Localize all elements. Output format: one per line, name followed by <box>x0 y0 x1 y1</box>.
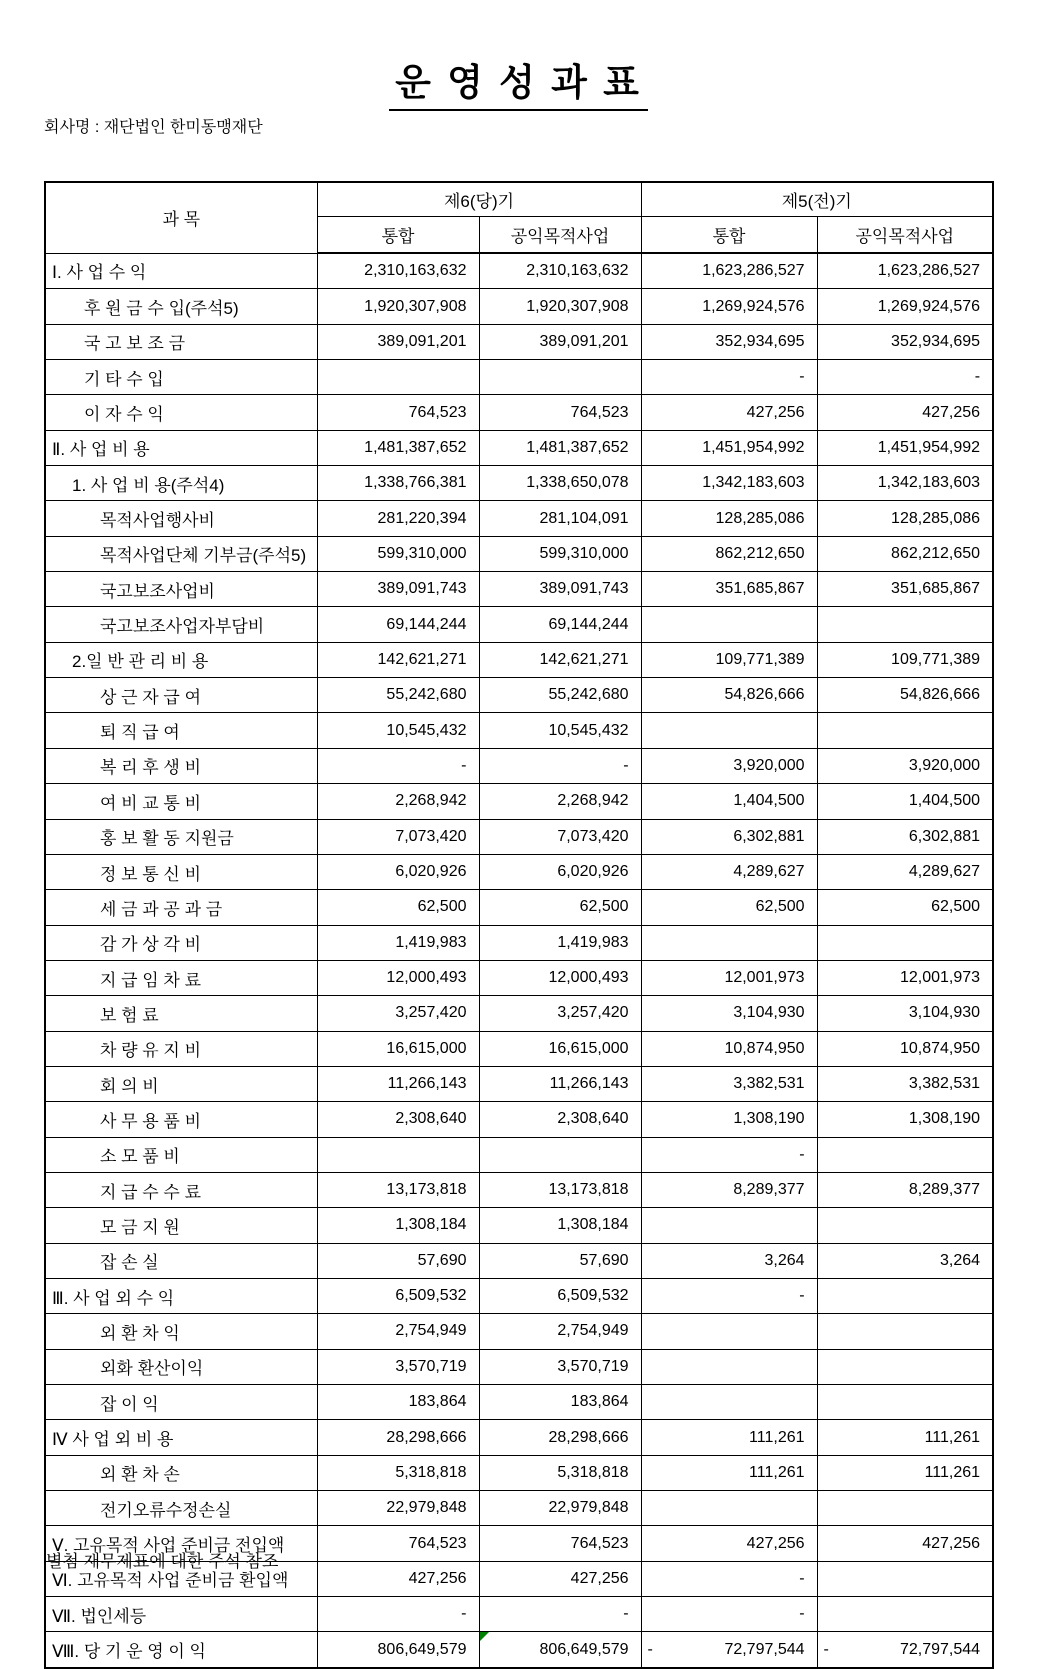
amount-cell <box>817 1561 993 1596</box>
amount-cell <box>317 360 479 395</box>
amount-cell <box>641 1385 817 1420</box>
amount-cell: 764,523 <box>479 395 641 430</box>
amount-cell: 1,404,500 <box>817 784 993 819</box>
amount-cell: 10,545,432 <box>479 713 641 748</box>
amount-cell: - <box>317 1597 479 1632</box>
amount-cell: 54,826,666 <box>641 678 817 713</box>
amount-cell <box>479 1137 641 1172</box>
amount-cell: 183,864 <box>479 1385 641 1420</box>
amount-cell <box>817 1349 993 1384</box>
account-label: 목적사업행사비 <box>45 501 317 536</box>
amount-cell: 2,308,640 <box>479 1102 641 1137</box>
amount-cell: 54,826,666 <box>817 678 993 713</box>
amount-cell: 7,073,420 <box>479 819 641 854</box>
amount-cell <box>817 1597 993 1632</box>
amount-cell: 6,302,881 <box>641 819 817 854</box>
table-row <box>45 1208 993 1243</box>
amount-cell: 1,269,924,576 <box>817 289 993 324</box>
table-row <box>45 253 993 289</box>
amount-cell <box>479 360 641 395</box>
amount-cell: 281,104,091 <box>479 501 641 536</box>
amount-cell: - <box>641 360 817 395</box>
amount-cell: 806,649,579 <box>479 1632 641 1668</box>
amount-cell: 13,173,818 <box>317 1172 479 1207</box>
amount-cell: 599,310,000 <box>317 536 479 571</box>
amount-cell: 389,091,743 <box>479 572 641 607</box>
table-row <box>45 1314 993 1349</box>
account-label: 홍 보 활 동 지원금 <box>45 819 317 854</box>
amount-cell: 28,298,666 <box>479 1420 641 1455</box>
amount-cell: - <box>641 1278 817 1313</box>
amount-cell <box>817 713 993 748</box>
amount-cell <box>641 713 817 748</box>
amount-cell: 69,144,244 <box>317 607 479 642</box>
amount-cell: 1,269,924,576 <box>641 289 817 324</box>
account-label: 감 가 상 각 비 <box>45 925 317 960</box>
amount-cell: 2,268,942 <box>317 784 479 819</box>
amount-cell: 62,500 <box>817 890 993 925</box>
table-row <box>45 642 993 677</box>
account-label: 외화 환산이익 <box>45 1349 317 1384</box>
amount-cell: 22,979,848 <box>317 1491 479 1526</box>
amount-cell: - <box>641 1137 817 1172</box>
amount-cell <box>641 607 817 642</box>
subheader-total-5: 통합 <box>641 217 817 254</box>
amount-cell: 22,979,848 <box>479 1491 641 1526</box>
period-5-header: 제5(전)기 <box>641 182 993 217</box>
amount-cell: - <box>317 748 479 783</box>
account-label: 목적사업단체 기부금(주석5) <box>45 536 317 571</box>
amount-cell: 57,690 <box>479 1243 641 1278</box>
amount-cell <box>817 1314 993 1349</box>
negative-sign: - <box>823 1640 829 1658</box>
amount-cell: 389,091,201 <box>317 324 479 359</box>
amount-cell: 1,481,387,652 <box>317 430 479 465</box>
amount-cell: 764,523 <box>317 1526 479 1561</box>
account-label: 이 자 수 익 <box>45 395 317 430</box>
amount-cell <box>817 1208 993 1243</box>
amount-cell: 1,404,500 <box>641 784 817 819</box>
amount-cell: 3,264 <box>641 1243 817 1278</box>
amount-cell: 3,104,930 <box>817 996 993 1031</box>
period-6-header: 제6(당)기 <box>317 182 641 217</box>
amount-cell: 5,318,818 <box>479 1455 641 1490</box>
amount-cell: 13,173,818 <box>479 1172 641 1207</box>
account-label: 정 보 통 신 비 <box>45 854 317 889</box>
amount-cell: 3,257,420 <box>317 996 479 1031</box>
amount-cell: 69,144,244 <box>479 607 641 642</box>
amount-cell: 10,874,950 <box>817 1031 993 1066</box>
account-label: 잡 이 익 <box>45 1385 317 1420</box>
amount-cell: 806,649,579 <box>317 1632 479 1668</box>
amount-cell: 57,690 <box>317 1243 479 1278</box>
amount-cell: 1,419,983 <box>479 925 641 960</box>
negative-sign: - <box>647 1640 653 1658</box>
amount-cell: 2,308,640 <box>317 1102 479 1137</box>
table-row <box>45 1455 993 1490</box>
table-row <box>45 748 993 783</box>
table-row <box>45 784 993 819</box>
amount-cell: 3,264 <box>817 1243 993 1278</box>
amount-cell <box>641 1349 817 1384</box>
table-row <box>45 960 993 995</box>
table-row <box>45 1066 993 1101</box>
amount-cell: 599,310,000 <box>479 536 641 571</box>
amount-cell: 2,754,949 <box>479 1314 641 1349</box>
amount-cell: 351,685,867 <box>817 572 993 607</box>
amount-cell: 11,266,143 <box>317 1066 479 1101</box>
table-row <box>45 430 993 465</box>
table-row <box>45 1491 993 1526</box>
account-label: 지 급 임 차 료 <box>45 960 317 995</box>
table-row <box>45 1349 993 1384</box>
table-row <box>45 713 993 748</box>
amount-cell: 8,289,377 <box>641 1172 817 1207</box>
amount-cell: 764,523 <box>317 395 479 430</box>
amount-cell: 4,289,627 <box>641 854 817 889</box>
subheader-total-6: 통합 <box>317 217 479 254</box>
amount-cell: 109,771,389 <box>641 642 817 677</box>
amount-cell: 55,242,680 <box>317 678 479 713</box>
amount-cell: - <box>479 748 641 783</box>
amount-cell: 1,481,387,652 <box>479 430 641 465</box>
amount-cell: 427,256 <box>817 395 993 430</box>
amount-cell: 862,212,650 <box>641 536 817 571</box>
table-row <box>45 324 993 359</box>
amount-cell <box>641 1314 817 1349</box>
amount-cell: 12,000,493 <box>479 960 641 995</box>
amount-cell: 62,500 <box>641 890 817 925</box>
amount-cell: 352,934,695 <box>817 324 993 359</box>
account-label: 전기오류수정손실 <box>45 1491 317 1526</box>
table-row <box>45 572 993 607</box>
account-label: 외 환 차 손 <box>45 1455 317 1490</box>
amount-cell: 10,874,950 <box>641 1031 817 1066</box>
amount-cell <box>817 925 993 960</box>
amount-cell: 8,289,377 <box>817 1172 993 1207</box>
amount-cell: 427,256 <box>641 395 817 430</box>
amount-cell: 1,451,954,992 <box>641 430 817 465</box>
amount-cell <box>641 1632 817 1668</box>
amount-cell: 6,020,926 <box>317 854 479 889</box>
amount-cell: 2,310,163,632 <box>479 253 641 289</box>
amount-cell: 142,621,271 <box>479 642 641 677</box>
subheader-public-5: 공익목적사업 <box>817 217 993 254</box>
account-label: 사 무 용 품 비 <box>45 1102 317 1137</box>
amount-value: 72,797,544 <box>724 1640 805 1658</box>
account-label: 모 금 지 원 <box>45 1208 317 1243</box>
account-label: 국 고 보 조 금 <box>45 324 317 359</box>
amount-cell: 12,001,973 <box>817 960 993 995</box>
table-row <box>45 1278 993 1313</box>
amount-cell <box>817 607 993 642</box>
table-row <box>45 890 993 925</box>
account-label: 잡 손 실 <box>45 1243 317 1278</box>
footnote: 별첨 재무제표에 대한 주석 참조 <box>46 1552 279 1571</box>
account-label: 차 량 유 지 비 <box>45 1031 317 1066</box>
amount-cell <box>641 925 817 960</box>
amount-cell: 3,920,000 <box>817 748 993 783</box>
amount-cell: 2,268,942 <box>479 784 641 819</box>
amount-cell: 352,934,695 <box>641 324 817 359</box>
table-row <box>45 1420 993 1455</box>
amount-cell: 28,298,666 <box>317 1420 479 1455</box>
table-row <box>45 678 993 713</box>
amount-value: 72,797,544 <box>899 1640 981 1658</box>
account-label: 2.일 반 관 리 비 용 <box>45 642 317 677</box>
amount-cell <box>641 1491 817 1526</box>
account-label: 여 비 교 통 비 <box>45 784 317 819</box>
amount-cell: 764,523 <box>479 1526 641 1561</box>
amount-cell: 62,500 <box>479 890 641 925</box>
amount-cell <box>317 1137 479 1172</box>
account-label: 외 환 차 익 <box>45 1314 317 1349</box>
table-row <box>45 536 993 571</box>
table-row <box>45 360 993 395</box>
account-label: 복 리 후 생 비 <box>45 748 317 783</box>
amount-cell: 389,091,201 <box>479 324 641 359</box>
amount-cell: 1,623,286,527 <box>817 253 993 289</box>
amount-cell: 62,500 <box>317 890 479 925</box>
amount-cell: 1,308,190 <box>817 1102 993 1137</box>
amount-cell: 3,382,531 <box>817 1066 993 1101</box>
amount-cell: 6,020,926 <box>479 854 641 889</box>
account-label: 국고보조사업자부담비 <box>45 607 317 642</box>
amount-cell: 1,308,190 <box>641 1102 817 1137</box>
amount-cell: 351,685,867 <box>641 572 817 607</box>
table-row <box>45 819 993 854</box>
amount-cell: 11,266,143 <box>479 1066 641 1101</box>
amount-cell: 128,285,086 <box>817 501 993 536</box>
amount-cell: 862,212,650 <box>817 536 993 571</box>
amount-cell: 5,318,818 <box>317 1455 479 1490</box>
amount-cell: 4,289,627 <box>817 854 993 889</box>
account-label: 회 의 비 <box>45 1066 317 1101</box>
table-row <box>45 1632 993 1668</box>
account-label: 소 모 품 비 <box>45 1137 317 1172</box>
table-row <box>45 1031 993 1066</box>
amount-cell: 16,615,000 <box>479 1031 641 1066</box>
amount-cell: 3,104,930 <box>641 996 817 1031</box>
amount-cell: 427,256 <box>641 1526 817 1561</box>
account-label: Ⅵ. 고유목적 사업 준비금 환입액 <box>45 1561 317 1596</box>
amount-cell: 427,256 <box>479 1561 641 1596</box>
account-label: 퇴 직 급 여 <box>45 713 317 748</box>
amount-cell: 1,338,650,078 <box>479 466 641 501</box>
amount-cell: 1,920,307,908 <box>317 289 479 324</box>
amount-cell: 2,754,949 <box>317 1314 479 1349</box>
amount-cell: 55,242,680 <box>479 678 641 713</box>
account-label: 국고보조사업비 <box>45 572 317 607</box>
amount-cell <box>817 1385 993 1420</box>
amount-cell: 2,310,163,632 <box>317 253 479 289</box>
amount-cell: 111,261 <box>641 1455 817 1490</box>
amount-cell: 111,261 <box>641 1420 817 1455</box>
amount-cell: 1,308,184 <box>317 1208 479 1243</box>
cell-error-marker-icon <box>480 1632 489 1641</box>
account-label: 1. 사 업 비 용(주석4) <box>45 466 317 501</box>
table-row <box>45 854 993 889</box>
amount-cell: 3,570,719 <box>479 1349 641 1384</box>
amount-cell: 3,382,531 <box>641 1066 817 1101</box>
table-row <box>45 289 993 324</box>
amount-cell <box>817 1278 993 1313</box>
amount-cell: 6,509,532 <box>317 1278 479 1313</box>
table-row <box>45 607 993 642</box>
amount-cell: 3,257,420 <box>479 996 641 1031</box>
table-row <box>45 395 993 430</box>
amount-cell: 1,920,307,908 <box>479 289 641 324</box>
account-label: 상 근 자 급 여 <box>45 678 317 713</box>
account-label: 세 금 과 공 과 금 <box>45 890 317 925</box>
account-label: Ⅲ. 사 업 외 수 익 <box>45 1278 317 1313</box>
table-row <box>45 1137 993 1172</box>
header-row-periods <box>45 182 993 217</box>
amount-cell: 111,261 <box>817 1420 993 1455</box>
table-row <box>45 1597 993 1632</box>
page-title <box>0 52 1037 111</box>
amount-cell: 7,073,420 <box>317 819 479 854</box>
amount-cell: 109,771,389 <box>817 642 993 677</box>
account-column-header: 과 목 <box>45 182 317 253</box>
account-label: Ⅶ. 법인세등 <box>45 1597 317 1632</box>
amount-cell <box>641 1208 817 1243</box>
table-row <box>45 466 993 501</box>
subheader-public-6: 공익목적사업 <box>479 217 641 254</box>
amount-cell: 16,615,000 <box>317 1031 479 1066</box>
table-row <box>45 1172 993 1207</box>
account-label: Ⅱ. 사 업 비 용 <box>45 430 317 465</box>
amount-cell: 1,308,184 <box>479 1208 641 1243</box>
account-label: 후 원 금 수 입(주석5) <box>45 289 317 324</box>
amount-cell <box>817 1137 993 1172</box>
amount-cell: 389,091,743 <box>317 572 479 607</box>
table-row <box>45 996 993 1031</box>
amount-cell: - <box>479 1597 641 1632</box>
table-row <box>45 1102 993 1137</box>
amount-cell: - <box>641 1597 817 1632</box>
account-label: 보 험 료 <box>45 996 317 1031</box>
table-row <box>45 925 993 960</box>
amount-cell <box>817 1491 993 1526</box>
account-label: Ⅴ. 고유목적 사업 준비금 전입액 <box>45 1526 317 1561</box>
amount-cell: 128,285,086 <box>641 501 817 536</box>
amount-cell: 281,220,394 <box>317 501 479 536</box>
amount-cell: 6,509,532 <box>479 1278 641 1313</box>
amount-cell: 183,864 <box>317 1385 479 1420</box>
amount-cell: 3,920,000 <box>641 748 817 783</box>
amount-cell: 427,256 <box>817 1526 993 1561</box>
amount-cell: - <box>817 360 993 395</box>
amount-cell: 12,001,973 <box>641 960 817 995</box>
amount-cell: 1,451,954,992 <box>817 430 993 465</box>
amount-cell: 1,623,286,527 <box>641 253 817 289</box>
page-title-text: 운 영 성 과 표 <box>389 52 648 111</box>
table-row <box>45 1243 993 1278</box>
amount-cell: 6,302,881 <box>817 819 993 854</box>
table-row <box>45 1385 993 1420</box>
company-name: 회사명 : 재단법인 한미동맹재단 <box>44 119 263 136</box>
amount-cell: 1,342,183,603 <box>641 466 817 501</box>
amount-cell: 1,342,183,603 <box>817 466 993 501</box>
table-row <box>45 501 993 536</box>
amount-cell: 1,419,983 <box>317 925 479 960</box>
amount-cell: 12,000,493 <box>317 960 479 995</box>
account-label: 기 타 수 입 <box>45 360 317 395</box>
account-label: Ⅷ. 당 기 운 영 이 익 <box>45 1632 317 1668</box>
amount-cell: 111,261 <box>817 1455 993 1490</box>
operating-statement-table <box>44 181 994 1669</box>
account-label: 지 급 수 수 료 <box>45 1172 317 1207</box>
amount-cell: 3,570,719 <box>317 1349 479 1384</box>
account-label: Ⅰ. 사 업 수 익 <box>45 253 317 289</box>
amount-cell: - <box>641 1561 817 1596</box>
account-label: Ⅳ 사 업 외 비 용 <box>45 1420 317 1455</box>
amount-cell: 1,338,766,381 <box>317 466 479 501</box>
amount-cell <box>817 1632 993 1668</box>
amount-cell: 142,621,271 <box>317 642 479 677</box>
amount-cell: 427,256 <box>317 1561 479 1596</box>
amount-cell: 10,545,432 <box>317 713 479 748</box>
